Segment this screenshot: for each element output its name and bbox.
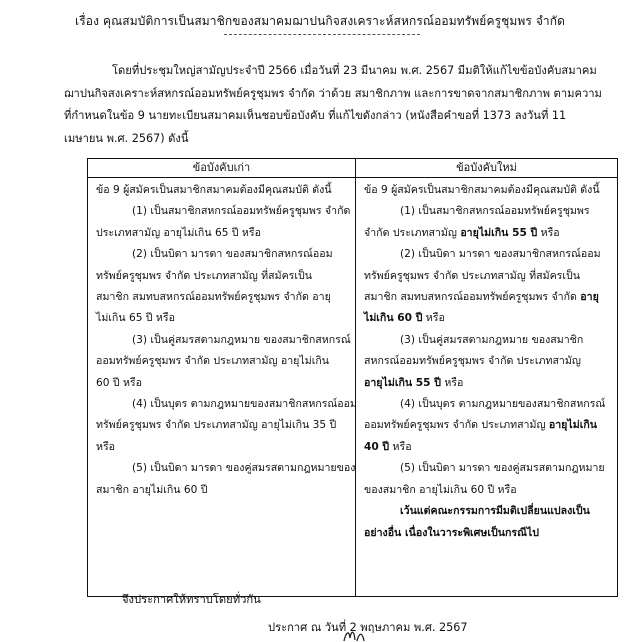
regulation-text: ทรัพย์ครูชุมพร จำกัด ประเภทสามัญ ที่สมัครเป็น xyxy=(364,269,580,282)
announcement-date: ประกาศ ณ วันที่ 2 พฤษภาคม พ.ศ. 2567 xyxy=(268,621,468,634)
announcement-line: จึงประกาศให้ทราบโดยทั่วกัน xyxy=(122,593,261,606)
new-regulation-line xyxy=(364,330,611,351)
old-regulation-line: สมาชิก อายุไม่เกิน 60 ปี xyxy=(96,483,208,496)
regulation-text: (1) เป็นสมาชิกสหกรณ์ออมทรัพย์ครูชุมพร xyxy=(400,205,590,218)
regulation-text: ข้อ 9 ผู้สมัครเป็นสมาชิกสมาคมต้องมีคุณสมบัติ ดังนี้ xyxy=(364,184,600,196)
emphasized-text: อายุไม่เกิน xyxy=(548,419,597,432)
emphasized-text: เว้นแต่คณะกรรมการมีมติเปลี่ยนแปลงเป็น xyxy=(400,505,590,518)
regulation-text: (3) เป็นคู่สมรสตามกฎหมาย ของสมาชิก xyxy=(400,333,584,346)
table-header-row xyxy=(88,159,618,178)
document-title: เรื่อง คุณสมบัติการเป็นสมาชิกของสมาคมฌาปนกิจสงเคราะห์สหกรณ์ออมทรัพย์ครูชุมพร จำกัด xyxy=(75,14,565,28)
new-regulation-line xyxy=(364,415,611,436)
old-regulation-line: (4) เป็นบุตร ตามกฎหมายของสมาชิกสหกรณ์ออม xyxy=(132,398,357,411)
old-regulation-line: ไม่เกิน 65 ปี หรือ xyxy=(96,312,175,325)
old-regulation-line: ข้อ 9 ผู้สมัครเป็นสมาชิกสมาคมต้องมีคุณสมบัติ ดังนี้ xyxy=(96,184,332,196)
regulation-text: หรือ xyxy=(440,376,464,389)
old-regulation-line: (1) เป็นสมาชิกสหกรณ์ออมทรัพย์ครูชุมพร จำกัด xyxy=(132,205,351,218)
old-regulation-line: 60 ปี หรือ xyxy=(96,376,142,389)
emphasized-text: อายุไม่เกิน 55 ปี xyxy=(364,376,441,389)
regulation-text: หรือ xyxy=(537,226,560,239)
new-regulation-line xyxy=(364,394,611,415)
old-regulation-header: ข้อบังคับเก่า xyxy=(88,159,356,178)
old-regulation-line: (5) เป็นบิดา มารดา ของคู่สมรสตามกฎหมายของ xyxy=(132,462,356,475)
new-regulation-line xyxy=(364,308,611,329)
table-row xyxy=(88,178,618,597)
regulation-text: (5) เป็นบิดา มารดา ของคู่สมรสตามกฎหมาย xyxy=(400,462,605,475)
new-regulation-cell xyxy=(356,178,618,597)
intro-line: ที่กำหนดในข้อ 9 นายทะเบียนสมาคมเห็นชอบข้อบังคับ ที่แก้ไขดังกล่าว (หนังสือคำขอที่ 1373 ลงวันที่ 11 xyxy=(64,109,567,122)
regulation-text: สหกรณ์ออมทรัพย์ครูชุมพร จำกัด ประเภทสามัญ xyxy=(364,355,581,368)
new-regulation-line xyxy=(364,180,611,201)
new-regulation-line xyxy=(364,201,611,222)
new-regulation-line xyxy=(364,287,611,308)
regulation-comparison-table xyxy=(87,158,618,597)
new-regulation-line xyxy=(364,501,611,522)
new-regulation-line xyxy=(364,244,611,265)
old-regulation-line: สมาชิก สมทบสหกรณ์ออมทรัพย์ครูชุมพร จำกัด อายุ xyxy=(96,291,331,304)
intro-paragraph xyxy=(64,60,604,150)
old-regulation-line: ทรัพย์ครูชุมพร จำกัด ประเภทสามัญ ที่สมัครเป็น xyxy=(96,269,312,282)
intro-line: ฌาปนกิจสงเคราะห์สหกรณ์ออมทรัพย์ครูชุมพร จำกัด ว่าด้วย สมาชิกภาพ และการขาดจากสมาชิกภาพ ตามความ xyxy=(64,86,602,100)
emphasized-text: อายุไม่เกิน 55 ปี xyxy=(460,226,538,239)
regulation-text: ออมทรัพย์ครูชุมพร จำกัด ประเภทสามัญ xyxy=(364,419,549,432)
intro-line: เมษายน พ.ศ. 2567) ดังนี้ xyxy=(64,131,189,145)
regulation-text: จำกัด ประเภทสามัญ xyxy=(364,226,461,239)
old-regulation-text xyxy=(88,178,355,501)
intro-line: โดยที่ประชุมใหญ่สามัญประจำปี 2566 เมื่อวันที่ 23 มีนาคม พ.ศ. 2567 มีมติให้แก้ไขข้อบังคับสมาคม xyxy=(112,64,597,77)
old-regulation-line: ประเภทสามัญ อายุไม่เกิน 65 ปี หรือ xyxy=(96,226,261,239)
old-regulation-line: หรือ xyxy=(96,440,116,453)
regulation-text: หรือ xyxy=(389,440,412,453)
new-regulation-header: ข้อบังคับใหม่ xyxy=(356,159,618,178)
new-regulation-line xyxy=(364,480,611,501)
emphasized-text: อายุ xyxy=(580,291,599,304)
regulation-text: (2) เป็นบิดา มารดา ของสมาชิกสหกรณ์ออม xyxy=(400,248,601,261)
regulation-text: (4) เป็นบุตร ตามกฎหมายของสมาชิกสหกรณ์ xyxy=(400,398,606,411)
new-regulation-line xyxy=(364,223,611,244)
regulation-text: หรือ xyxy=(422,312,445,325)
new-regulation-line xyxy=(364,458,611,479)
old-regulation-line: (2) เป็นบิดา มารดา ของสมาชิกสหกรณ์ออม xyxy=(132,248,333,261)
new-regulation-line xyxy=(364,351,611,372)
new-regulation-line xyxy=(364,266,611,287)
old-regulation-line: (3) เป็นคู่สมรสตามกฎหมาย ของสมาชิกสหกรณ์ xyxy=(132,333,351,346)
new-regulation-line xyxy=(364,523,611,544)
regulation-text: สมาชิก สมทบสหกรณ์ออมทรัพย์ครูชุมพร จำกัด xyxy=(364,291,581,304)
old-regulation-line: ทรัพย์ครูชุมพร จำกัด ประเภทสามัญ อายุไม่เกิน 35 ปี xyxy=(96,419,337,432)
title-divider xyxy=(224,34,420,35)
old-regulation-cell xyxy=(88,178,356,597)
emphasized-text: อย่างอื่น เนื่องในวาระพิเศษเป็นกรณีไป xyxy=(364,526,539,539)
new-regulation-line xyxy=(364,373,611,394)
old-regulation-line: ออมทรัพย์ครูชุมพร จำกัด ประเภทสามัญ อายุไม่เกิน xyxy=(96,355,329,368)
emphasized-text: 40 ปี xyxy=(364,440,390,453)
regulation-text: ของสมาชิก อายุไม่เกิน 60 ปี หรือ xyxy=(364,483,517,496)
new-regulation-line xyxy=(364,437,611,458)
emphasized-text: ไม่เกิน 60 ปี xyxy=(364,312,423,325)
new-regulation-text xyxy=(356,178,617,544)
